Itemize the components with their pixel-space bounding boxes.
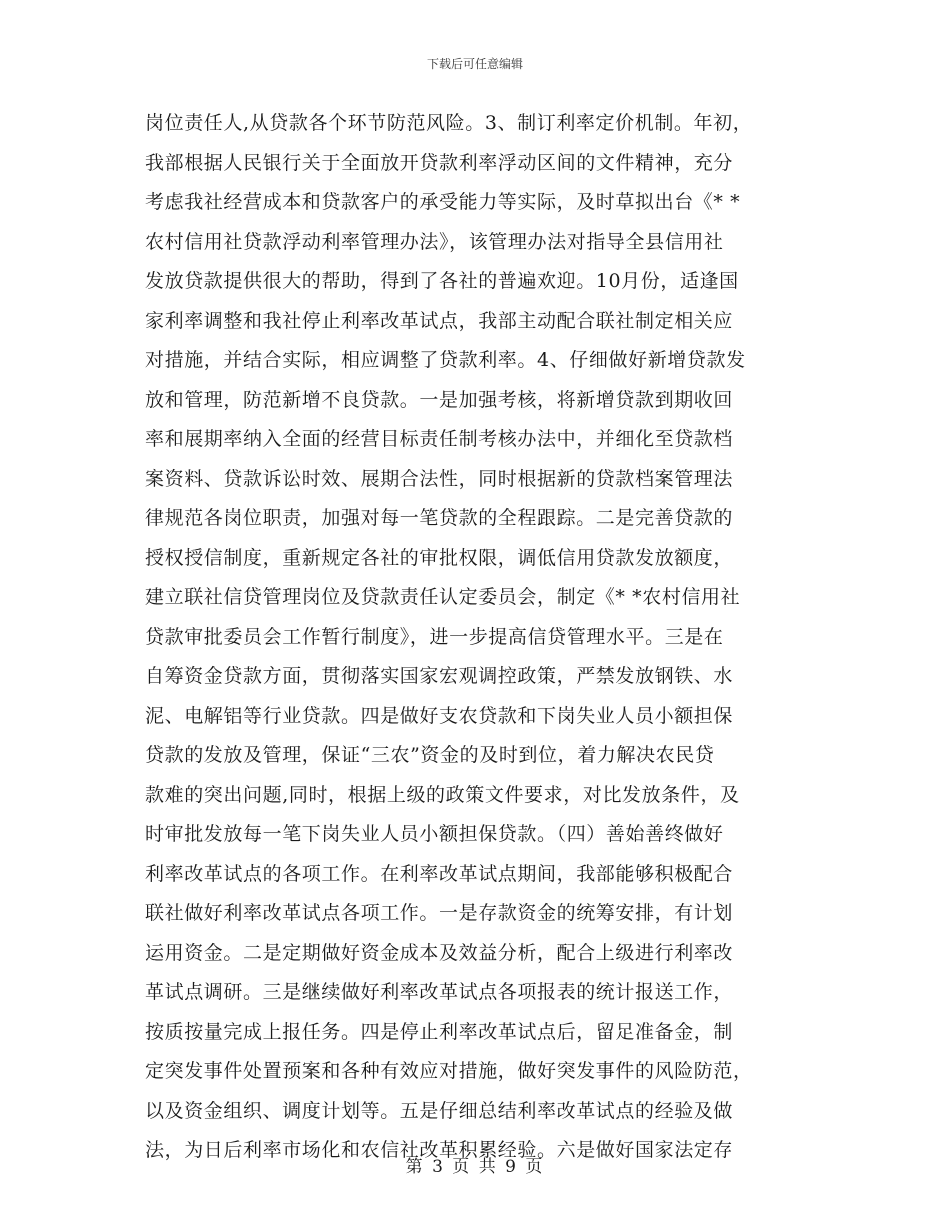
text-line: 自筹资金贷款方面，贯彻落实国家宏观调控政策，严禁发放钢铁、水 xyxy=(145,665,734,687)
text-line: 时审批发放每一笔下岗失业人员小额担保贷款。（四）善始善终做好 xyxy=(145,823,724,845)
text-line: 律规范各岗位职责，加强对每一笔贷款的全程跟踪。二是完善贷款的 xyxy=(145,507,734,529)
text-line: 岗位责任人,从贷款各个环节防范风险。3、制订利率定价机制。年初， xyxy=(145,112,753,134)
text-line: 对措施，并结合实际，相应调整了贷款利率。4、仔细做好新增贷款发 xyxy=(145,349,746,371)
text-line: 定突发事件处置预案和各种有效应对措施，做好突发事件的风险防范， xyxy=(145,1060,753,1082)
body-text xyxy=(145,104,805,1171)
text-line: 案资料、贷款诉讼时效、展期合法性，同时根据新的贷款档案管理法 xyxy=(145,467,734,490)
text-line: 考虑我社经营成本和贷款客户的承受能力等实际，及时草拟出台《* * xyxy=(145,191,741,213)
text-line: 贷款审批委员会工作暂行制度》，进一步提高信贷管理水平。三是在 xyxy=(145,625,724,648)
text-line: 家利率调整和我社停止利率改革试点，我部主动配合联社制定相关应 xyxy=(145,309,734,332)
page-header: 下载后可任意编辑 xyxy=(426,57,523,71)
text-line: 以及资金组织、调度计划等。五是仔细总结利率改革试点的经验及做 xyxy=(145,1099,734,1122)
text-line: 联社做好利率改革试点各项工作。一是存款资金的统筹安排，有计划 xyxy=(145,902,734,924)
page-footer: 第 3 页 共 9 页 xyxy=(405,1157,545,1177)
text-line: 建立联社信贷管理岗位及贷款责任认定委员会，制定《* *农村信用社 xyxy=(145,586,741,608)
text-line: 利率改革试点的各项工作。在利率改革试点期间，我部能够积极配合 xyxy=(145,862,734,885)
text-line: 我部根据人民银行关于全面放开贷款利率浮动区间的文件精神，充分 xyxy=(145,151,734,174)
text-line: 农村信用社贷款浮动利率管理办法》，该管理办法对指导全县信用社 xyxy=(145,230,724,253)
text-line: 按质按量完成上报任务。四是停止利率改革试点后，留足准备金，制 xyxy=(145,1020,734,1043)
text-line: 法，为日后利率市场化和农信社改革积累经验。六是做好国家法定存 xyxy=(145,1139,734,1161)
text-line: 贷款的发放及管理，保证“三农”资金的及时到位，着力解决农民贷 xyxy=(145,744,715,766)
text-line: 运用资金。二是定期做好资金成本及效益分析，配合上级进行利率改 xyxy=(145,941,734,964)
text-line: 放和管理，防范新增不良贷款。一是加强考核，将新增贷款到期收回 xyxy=(145,388,734,411)
text-line: 革试点调研。三是继续做好利率改革试点各项报表的统计报送工作， xyxy=(145,981,734,1003)
text-line: 发放贷款提供很大的帮助，得到了各社的普遍欢迎。10月份，适逢国 xyxy=(145,270,739,292)
text-line: 率和展期率纳入全面的经营目标责任制考核办法中，并细化至贷款档 xyxy=(145,428,734,450)
text-line: 授权授信制度，重新规定各社的审批权限，调低信用贷款发放额度， xyxy=(145,546,734,569)
text-line: 泥、电解铝等行业贷款。四是做好支农贷款和下岗失业人员小额担保 xyxy=(145,704,734,727)
text-line: 款难的突出问题,同时，根据上级的政策文件要求，对比发放条件，及 xyxy=(145,783,740,806)
